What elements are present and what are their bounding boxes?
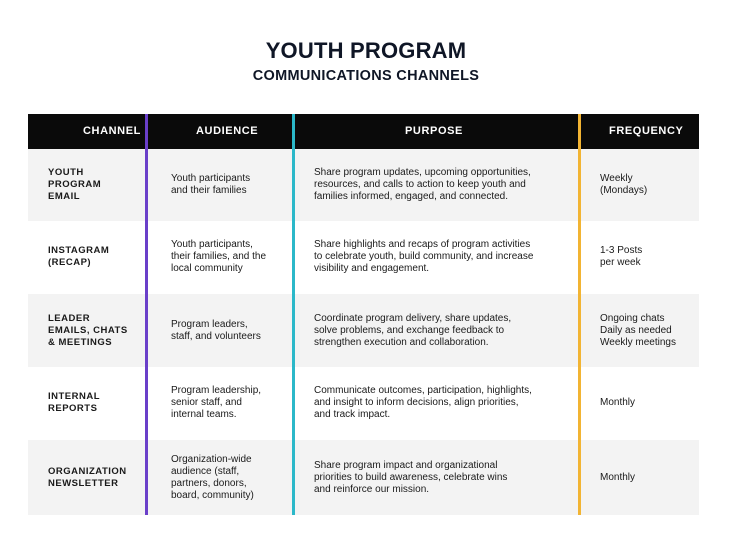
cell-frequency: Monthly bbox=[600, 471, 636, 483]
cell-purpose: Communicate outcomes, participation, highlights, and insight to inform decisions, align priorities, and track impact. bbox=[314, 385, 532, 420]
header-channel: CHANNEL bbox=[83, 125, 141, 137]
cell-audience: Program leaders, staff, and volunteers bbox=[171, 318, 261, 342]
cell-purpose: Share program updates, upcoming opportunities, resources, and calls to action to keep youth and families informed, engaged, and connected. bbox=[314, 167, 531, 202]
cell-frequency: 1-3 Posts per week bbox=[600, 245, 643, 268]
divider-purpose bbox=[292, 114, 295, 515]
cell-audience: Program leadership, senior staff, and internal teams. bbox=[171, 385, 262, 420]
table-row bbox=[28, 149, 699, 221]
table-row bbox=[28, 221, 699, 293]
divider-audience bbox=[145, 114, 148, 515]
cell-frequency: Weekly (Mondays) bbox=[600, 173, 648, 196]
table-row bbox=[28, 440, 699, 515]
cell-channel: LEADER EMAILS, CHATS & MEETINGS bbox=[48, 312, 128, 348]
cell-channel: INSTAGRAM (RECAP) bbox=[48, 245, 110, 268]
page-title: YOUTH PROGRAM bbox=[265, 38, 467, 63]
cell-purpose: Coordinate program delivery, share updates, solve problems, and exchange feedback to strengthen execution and collaboration. bbox=[314, 312, 512, 348]
header-frequency: FREQUENCY bbox=[609, 125, 684, 137]
table-row bbox=[28, 367, 699, 439]
cell-frequency: Ongoing chats Daily as needed Weekly meetings bbox=[600, 312, 676, 348]
cell-purpose: Share program impact and organizational priorities to build awareness, celebrate wins and reinforce our mission. bbox=[314, 459, 508, 495]
cell-audience: Youth participants, their families, and the local community bbox=[171, 239, 267, 274]
cell-channel: YOUTH PROGRAM EMAIL bbox=[48, 167, 102, 202]
page-subtitle: COMMUNICATIONS CHANNELS bbox=[252, 68, 480, 84]
header-audience: AUDIENCE bbox=[196, 125, 259, 137]
table-row bbox=[28, 294, 699, 367]
header-purpose: PURPOSE bbox=[405, 125, 463, 137]
cell-purpose: Share highlights and recaps of program activities to celebrate youth, build community, and increase visibility and engagement. bbox=[314, 239, 534, 274]
channels-table bbox=[28, 114, 699, 515]
cell-channel: ORGANIZATION NEWSLETTER bbox=[48, 465, 127, 489]
cell-channel: INTERNAL REPORTS bbox=[48, 391, 101, 414]
table-header bbox=[28, 114, 699, 149]
cell-frequency: Monthly bbox=[600, 397, 636, 408]
cell-audience: Youth participants and their families bbox=[171, 173, 251, 196]
divider-frequency bbox=[578, 114, 581, 515]
cell-audience: Organization-wide audience (staff, partners, donors, board, community) bbox=[171, 453, 254, 501]
